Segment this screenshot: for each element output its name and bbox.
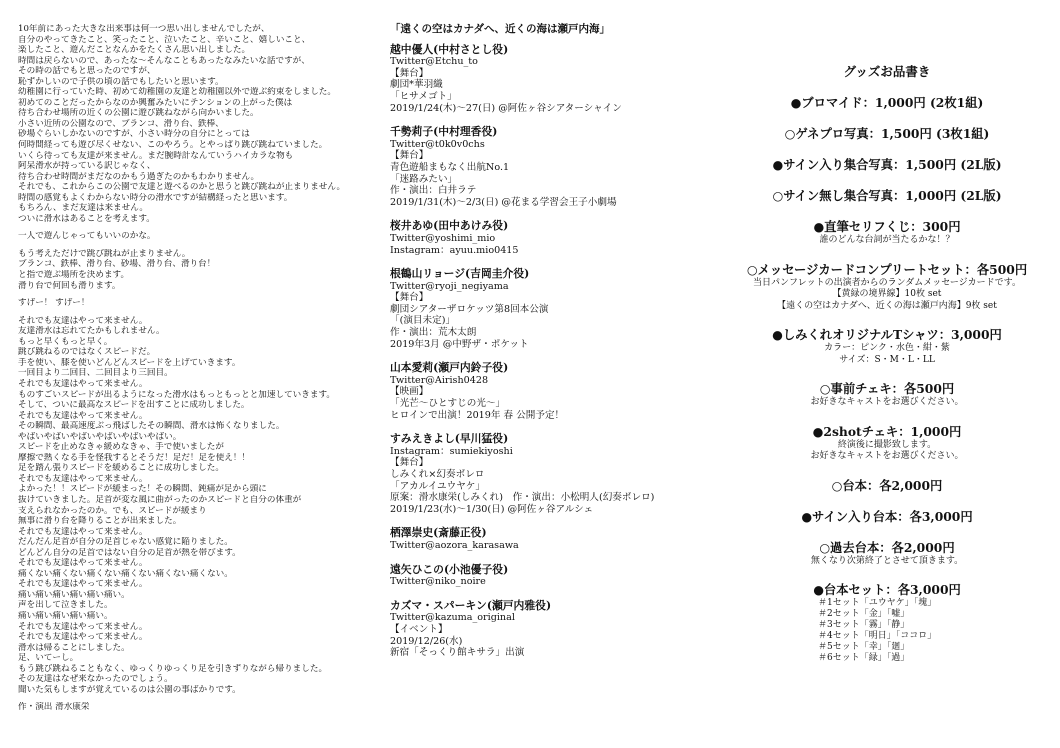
cast-info-line: Instagram：ayuu.mio0415 [390, 244, 519, 256]
cast-member [390, 44, 720, 115]
cast-info-line: Instagram：sumiekiyoshi [390, 445, 513, 457]
cast-info-line: 青色遊船まもなく出航No.1 [390, 161, 510, 173]
cast-info-line: Twitter@niko_noire [390, 576, 486, 588]
story-line: 恥ずかしいので子供の頃の話でもしたいと思います。 [18, 76, 224, 87]
cast-info-line: Twitter@yoshimi_mio [390, 232, 496, 244]
goods-item-name: ●直筆セリフくじ：300円 [813, 219, 961, 234]
cast-info-line: 2019/1/23(水)〜1/30(日) @阿佐ヶ谷アルシェ [390, 503, 594, 515]
story-line: いくら待っても友達が来ません。まだ腕時計なんていうハイカラな物も [18, 150, 294, 161]
cast-header: 「遠くの空はカナダへ、近くの海は瀬戸内海」 [390, 23, 610, 35]
cast-info-line: 作・演出：白井ラテ [390, 185, 477, 197]
goods-item-note: 無くなり次第終了とさせて頂きます。 [810, 555, 964, 566]
goods-item [726, 326, 1048, 366]
story-line: 痛い痛い痛い痛い痛い。 [18, 610, 113, 621]
goods-item-note: お好きなキャストをお選びください。 [810, 397, 964, 407]
cast-info-line: Twitter@aozora_karasawa [390, 539, 519, 551]
cast-info-line: 劇団*華羽織 [390, 79, 443, 91]
story-line: それでも友達はやって来ません。 [18, 621, 148, 632]
cast-member [390, 600, 720, 659]
cast-info-line: ヒロインで出演！2019年 春 公開予定！ [390, 409, 565, 421]
cast-info-line: 新宿「そっくり館キサラ」出演 [390, 647, 525, 659]
story-line: それでも、これからこの公園で友達と遊べるのかと思うと跳び跳ねが止まりません。 [18, 182, 346, 193]
story-line: それでも友達はやって来ません。 [18, 526, 148, 537]
cast-name: 千勢莉子(中村理香役) [390, 125, 498, 139]
goods-list [726, 94, 1048, 664]
story-line: 友達滑水は忘れてたかもしれません。 [18, 326, 165, 337]
story-line: それでも友達はやって来ません。 [18, 378, 148, 389]
story-line: どんどん自分の足首ではない自分の足首が熱を帯びます。 [18, 547, 241, 558]
story-line: 摩擦で熱くなる手を怪我するとそうだ！足だ！足を使え！！ [18, 452, 251, 463]
cast-info-line: Twitter@ryoji_negiyama [390, 280, 509, 292]
story-line: 手を使い、膝を使いどんどんスピードを上げていきます。 [18, 357, 241, 368]
story-line: 幼稚園に行っていた時、初めて幼稚園の友達と幼稚園以外で遊ぶ約束をしました。 [18, 87, 336, 98]
cast-info-line: Twitter@Etchu_to [390, 56, 478, 68]
story-line: 聞いた気もしますが覚えているのは公園の事ばかりです。 [18, 684, 241, 695]
story-line: もっと早くもっと早く。 [18, 336, 113, 347]
cast-member [390, 220, 720, 256]
story-line: もちろん、まだ友達は来ません。 [18, 203, 148, 214]
goods-item-note: 【遠くの空はカナダへ、近くの海は瀬戸内海】9枚 set [777, 300, 997, 311]
cast-info-line: 【舞台】 [390, 292, 429, 304]
story-column [18, 24, 363, 713]
goods-item-note: 誰のどんな台詞が当たるかな！？ [819, 235, 955, 245]
story-line: その瞬間、最高速度ぶっ飛ばしたその瞬間、滑水は怖くなりました。 [18, 421, 285, 432]
goods-item [726, 125, 1048, 142]
story-line: 声を出して泣きました。 [18, 600, 113, 611]
story-line: 初めてのことだったからなのか興奮みたいにテンションの上がった僕は [18, 97, 293, 108]
story-paragraph [18, 231, 363, 242]
story-line: スピードを止めなきゃ緩めなきゃ、手で使いましたが [18, 442, 224, 453]
goods-item-name: ○サイン無し集合写真：1,000円 (2L版) [772, 188, 1002, 203]
cast-info-line: 【舞台】 [390, 67, 429, 79]
story-line: 何時間経っても遊び尽くせない、このやろう。とやっぱり跳び跳ねていました。 [18, 140, 328, 151]
story-line: それでも友達はやって来ません。 [18, 632, 148, 643]
story-paragraph [18, 249, 363, 291]
cast-info-line: 「光芒〜ひとすじの光〜」 [390, 398, 506, 410]
paragraph-gap [18, 291, 363, 298]
goods-item [726, 539, 1048, 568]
cast-column [390, 24, 720, 671]
cast-info-line: 2019/1/31(木)〜2/3(日) @花まる学習会王子小劇場 [390, 196, 617, 208]
story-line: 痛くない痛くない痛くない痛くない痛くない痛くない。 [18, 568, 233, 579]
cast-info-line: Twitter@t0k0v0chs [390, 138, 485, 150]
cast-member [390, 362, 720, 421]
goods-item-name: ●しみくれオリジナルTシャツ：3,000円 [772, 327, 1002, 342]
goods-item [726, 94, 1048, 111]
script-set-line: ＃4セット「明日」「ココロ」 [818, 631, 937, 641]
cast-info-line: Twitter@kazuma_original [390, 612, 515, 624]
goods-item-note: お好きなキャストをお選びください。 [810, 451, 964, 461]
goods-item [726, 423, 1048, 463]
story-line: だんだん足首が自分の足首じゃない感覚に陥りました。 [18, 537, 233, 548]
story-line: 一人で遊んじゃってもいいのかな。 [18, 231, 156, 242]
story-line: ブランコ、鉄棒、滑り台、砂場、滑り台、滑り台！ [18, 259, 216, 270]
paragraph-gap [18, 309, 363, 316]
goods-item-note: 当日パンフレットの出演者からのランダムメッセージカードです。 [753, 277, 1021, 288]
cast-info-line: 【イベント】 [390, 623, 448, 635]
goods-item-name: ●サイン入り集合写真：1,500円 (2L版) [772, 157, 1002, 172]
goods-item-name: ○メッセージカードコンプリートセット：各500円 [746, 261, 1028, 277]
story-line: それでも友達はやって来ません。 [18, 579, 148, 590]
story-line: 足、いてーし。 [18, 653, 79, 664]
cast-name: 根鶴山リョージ(吉岡圭介役) [390, 267, 530, 281]
story-line: そして、ついに最高なスピードを出すことに成功しました。 [18, 400, 250, 411]
script-set-line: ＃3セット「霧」「静」 [818, 620, 910, 630]
goods-item [726, 187, 1048, 204]
goods-item [726, 156, 1048, 173]
story-line: それでも友達はやって来ません。 [18, 473, 148, 484]
story-line: 小さい近所の公園なので、ブランコ、滑り台、鉄棒、 [18, 118, 224, 129]
paragraph-gap [18, 242, 363, 249]
cast-info-line: しみくれ×幻奏ボレロ [390, 469, 485, 480]
story-line: 無事に滑り台を降りることが出来ました。 [18, 516, 182, 527]
script-set-line: ＃5セット「幸」「廻」 [818, 642, 910, 652]
goods-item-note: カラー：ピンク・水色・紺・紫 [824, 343, 950, 353]
story-line: 時間の感覚もよくわからない時分の滑水ですが結構経ったと思います。 [18, 192, 293, 203]
cast-info-line: 「(演目未定)」 [390, 315, 456, 327]
goods-item [726, 508, 1048, 525]
story-paragraph [18, 316, 363, 696]
goods-column [726, 24, 1048, 678]
cast-info-line: 「ヒサメゴト」 [390, 90, 457, 102]
story-line: 痛い痛い痛い痛い痛い痛い。 [18, 589, 130, 600]
cast-name: すみえきよし(早川猛役) [390, 432, 509, 446]
story-paragraph [18, 24, 363, 224]
goods-item [726, 477, 1048, 494]
story-line: 足を踏ん張りスピードを緩めることに成功しました。 [18, 463, 224, 474]
goods-item-note: サイズ：S・M・L・LL [839, 354, 935, 365]
cast-info-line: 【舞台】 [390, 150, 429, 162]
cast-info-line: 【舞台】 [390, 457, 429, 469]
cast-member [390, 527, 720, 551]
goods-item [726, 380, 1048, 409]
goods-item-note: 【黄緑の境界線】10枚 set [832, 289, 942, 299]
cast-info-line: 「アカルイユウヤケ」 [390, 480, 485, 492]
script-set-line: ＃6セット「緑」「過」 [818, 653, 910, 663]
cast-member [390, 268, 720, 350]
story-line: ついに滑水はあることを考えます。 [18, 213, 155, 224]
goods-item-name: ●2shotチェキ：1,000円 [812, 423, 962, 439]
goods-item-name: ○事前チェキ：各500円 [819, 381, 955, 396]
story-line: すげー！ すげー！ [18, 298, 90, 309]
cast-info-line: Twitter@Airish0428 [390, 374, 489, 386]
cast-info-line: 原案：滑水康栄(しみくれ) 作・演出：小松明人(幻奏ボレロ) [390, 492, 655, 504]
goods-item-name: ●台本セット：各3,000円 [813, 582, 961, 597]
cast-info-line: 2019/1/24(木)〜27(日) @阿佐ヶ谷シアターシャイン [390, 102, 622, 114]
story-line: その友達はなぜ来なかったのでしょう。 [18, 674, 173, 685]
paragraph-gap [18, 695, 363, 702]
goods-item-name: ●サイン入り台本：各3,000円 [801, 508, 973, 524]
goods-title: グッズお品書き [843, 64, 931, 79]
story-line: 作・演出 滑水康栄 [18, 702, 90, 713]
story-line: 自分のやってきたこと、笑ったこと、泣いたこと、辛いこと、嬉しいこと、 [18, 34, 311, 45]
cast-name: 山本愛莉(瀬戸内鈴子役) [390, 361, 509, 375]
script-set-line: ＃2セット「金」「嘘」 [818, 609, 910, 619]
goods-item [726, 581, 1048, 664]
cast-name: 桜井あゆ(田中あけみ役) [390, 219, 509, 233]
story-line: 待ち合わせ時間がまだなのかもう過ぎたのかもわかりません。 [18, 171, 260, 182]
story-line: もう考えただけで跳び跳ねが止まりません。 [18, 248, 191, 259]
script-set-line: ＃1セット「ユウヤケ」「塊」 [818, 598, 937, 608]
story-line: 一回目より二回目、二回目より三回目。 [18, 368, 173, 379]
cast-info-line: 2019年3月 @中野ザ・ポケット [390, 338, 529, 350]
story-line: 滑り台で何回も滑ります。 [18, 280, 121, 291]
story-line: 阿呆滑水が持っている訳じゃなく、 [18, 161, 156, 172]
story-paragraph [18, 298, 363, 309]
paragraph-gap [18, 224, 363, 231]
goods-item-name: ○過去台本：各2,000円 [819, 539, 955, 555]
story-line: 抜けていきました。足首が変な風に曲がったのかスピードと自分の体重が [18, 494, 302, 505]
story-line: その時の話でもと思ったのですが、 [18, 66, 156, 77]
story-line: と指で遊ぶ場所を決めます。 [18, 270, 130, 281]
cast-name: カズマ・スパーキン(瀬戸内雅役) [390, 598, 552, 612]
story-line: それでも友達はやって来ません。 [18, 315, 148, 326]
cast-member [390, 433, 720, 515]
story-line: 10年前にあった大きな出来事は何一つ思い出しませんでしたが、 [18, 24, 270, 34]
story-line: ものすごいスピードが出るようになった滑水はもっともっとと加速していきます。 [18, 389, 335, 400]
cast-info-line: 劇団シアターザロケッツ第8回本公演 [390, 303, 549, 315]
story-line: 滑水は帰ることにしました。 [18, 642, 130, 653]
goods-item [726, 261, 1048, 313]
cast-name: 栖澤崇史(斎藤正役) [390, 526, 487, 540]
goods-item-name: ●ブロマイド：1,000円 (2枚1組) [790, 95, 984, 110]
story-line: 跳び跳ねるのではなくスピードだ。 [18, 347, 156, 358]
goods-item-name: ○ゲネプロ写真：1,500円 (3枚1組) [784, 126, 990, 141]
cast-name: 越中優人(中村さとし役) [390, 42, 509, 56]
goods-item-note: 終演後に撮影致します。 [837, 439, 937, 450]
story-line: 砂場ぐらいしかないのですが、小さい時分の自分にとっては [18, 129, 250, 140]
cast-list [390, 44, 720, 659]
cast-info-line: 「迷路みたい」 [390, 173, 458, 185]
story-line: もう跳び跳ねることもなく、ゆっくりゆっくり足を引きずりながら帰りました。 [18, 663, 328, 674]
story-line: それでも友達はやって来ません。 [18, 558, 148, 569]
story-line: 待ち合わせ場所の近くの公園に遊び跳ねながら向かいました。 [18, 108, 259, 119]
cast-member [390, 126, 720, 208]
story-line: やばいやばいやばいやばいやばいやばい。 [18, 431, 182, 442]
cast-member [390, 564, 720, 588]
story-line: それでも友達はやって来ません。 [18, 410, 148, 421]
story-line: よかった！！スピードが緩まった！その瞬間、鈍痛が足から頭に [18, 484, 267, 495]
story-line: 支えられなかったのか。でも、スピードが緩まり [18, 505, 207, 516]
cast-name: 遠矢ひこの(小池優子役) [390, 562, 509, 576]
cast-info-line: 作・演出：荒木太朗 [390, 327, 477, 339]
goods-item-name: ○台本：各2,000円 [831, 477, 943, 493]
goods-item [726, 218, 1048, 247]
story-paragraph [18, 702, 363, 713]
story-line: 楽したこと、遊んだことなんかをたくさん思い出しました。 [18, 45, 251, 56]
cast-info-line: 2019/12/26(水) [390, 635, 463, 647]
story-line: 時間は戻らないので、あったな〜そんなこともあったなみたいな話ですが、 [18, 55, 310, 66]
cast-info-line: 【映画】 [390, 386, 429, 398]
